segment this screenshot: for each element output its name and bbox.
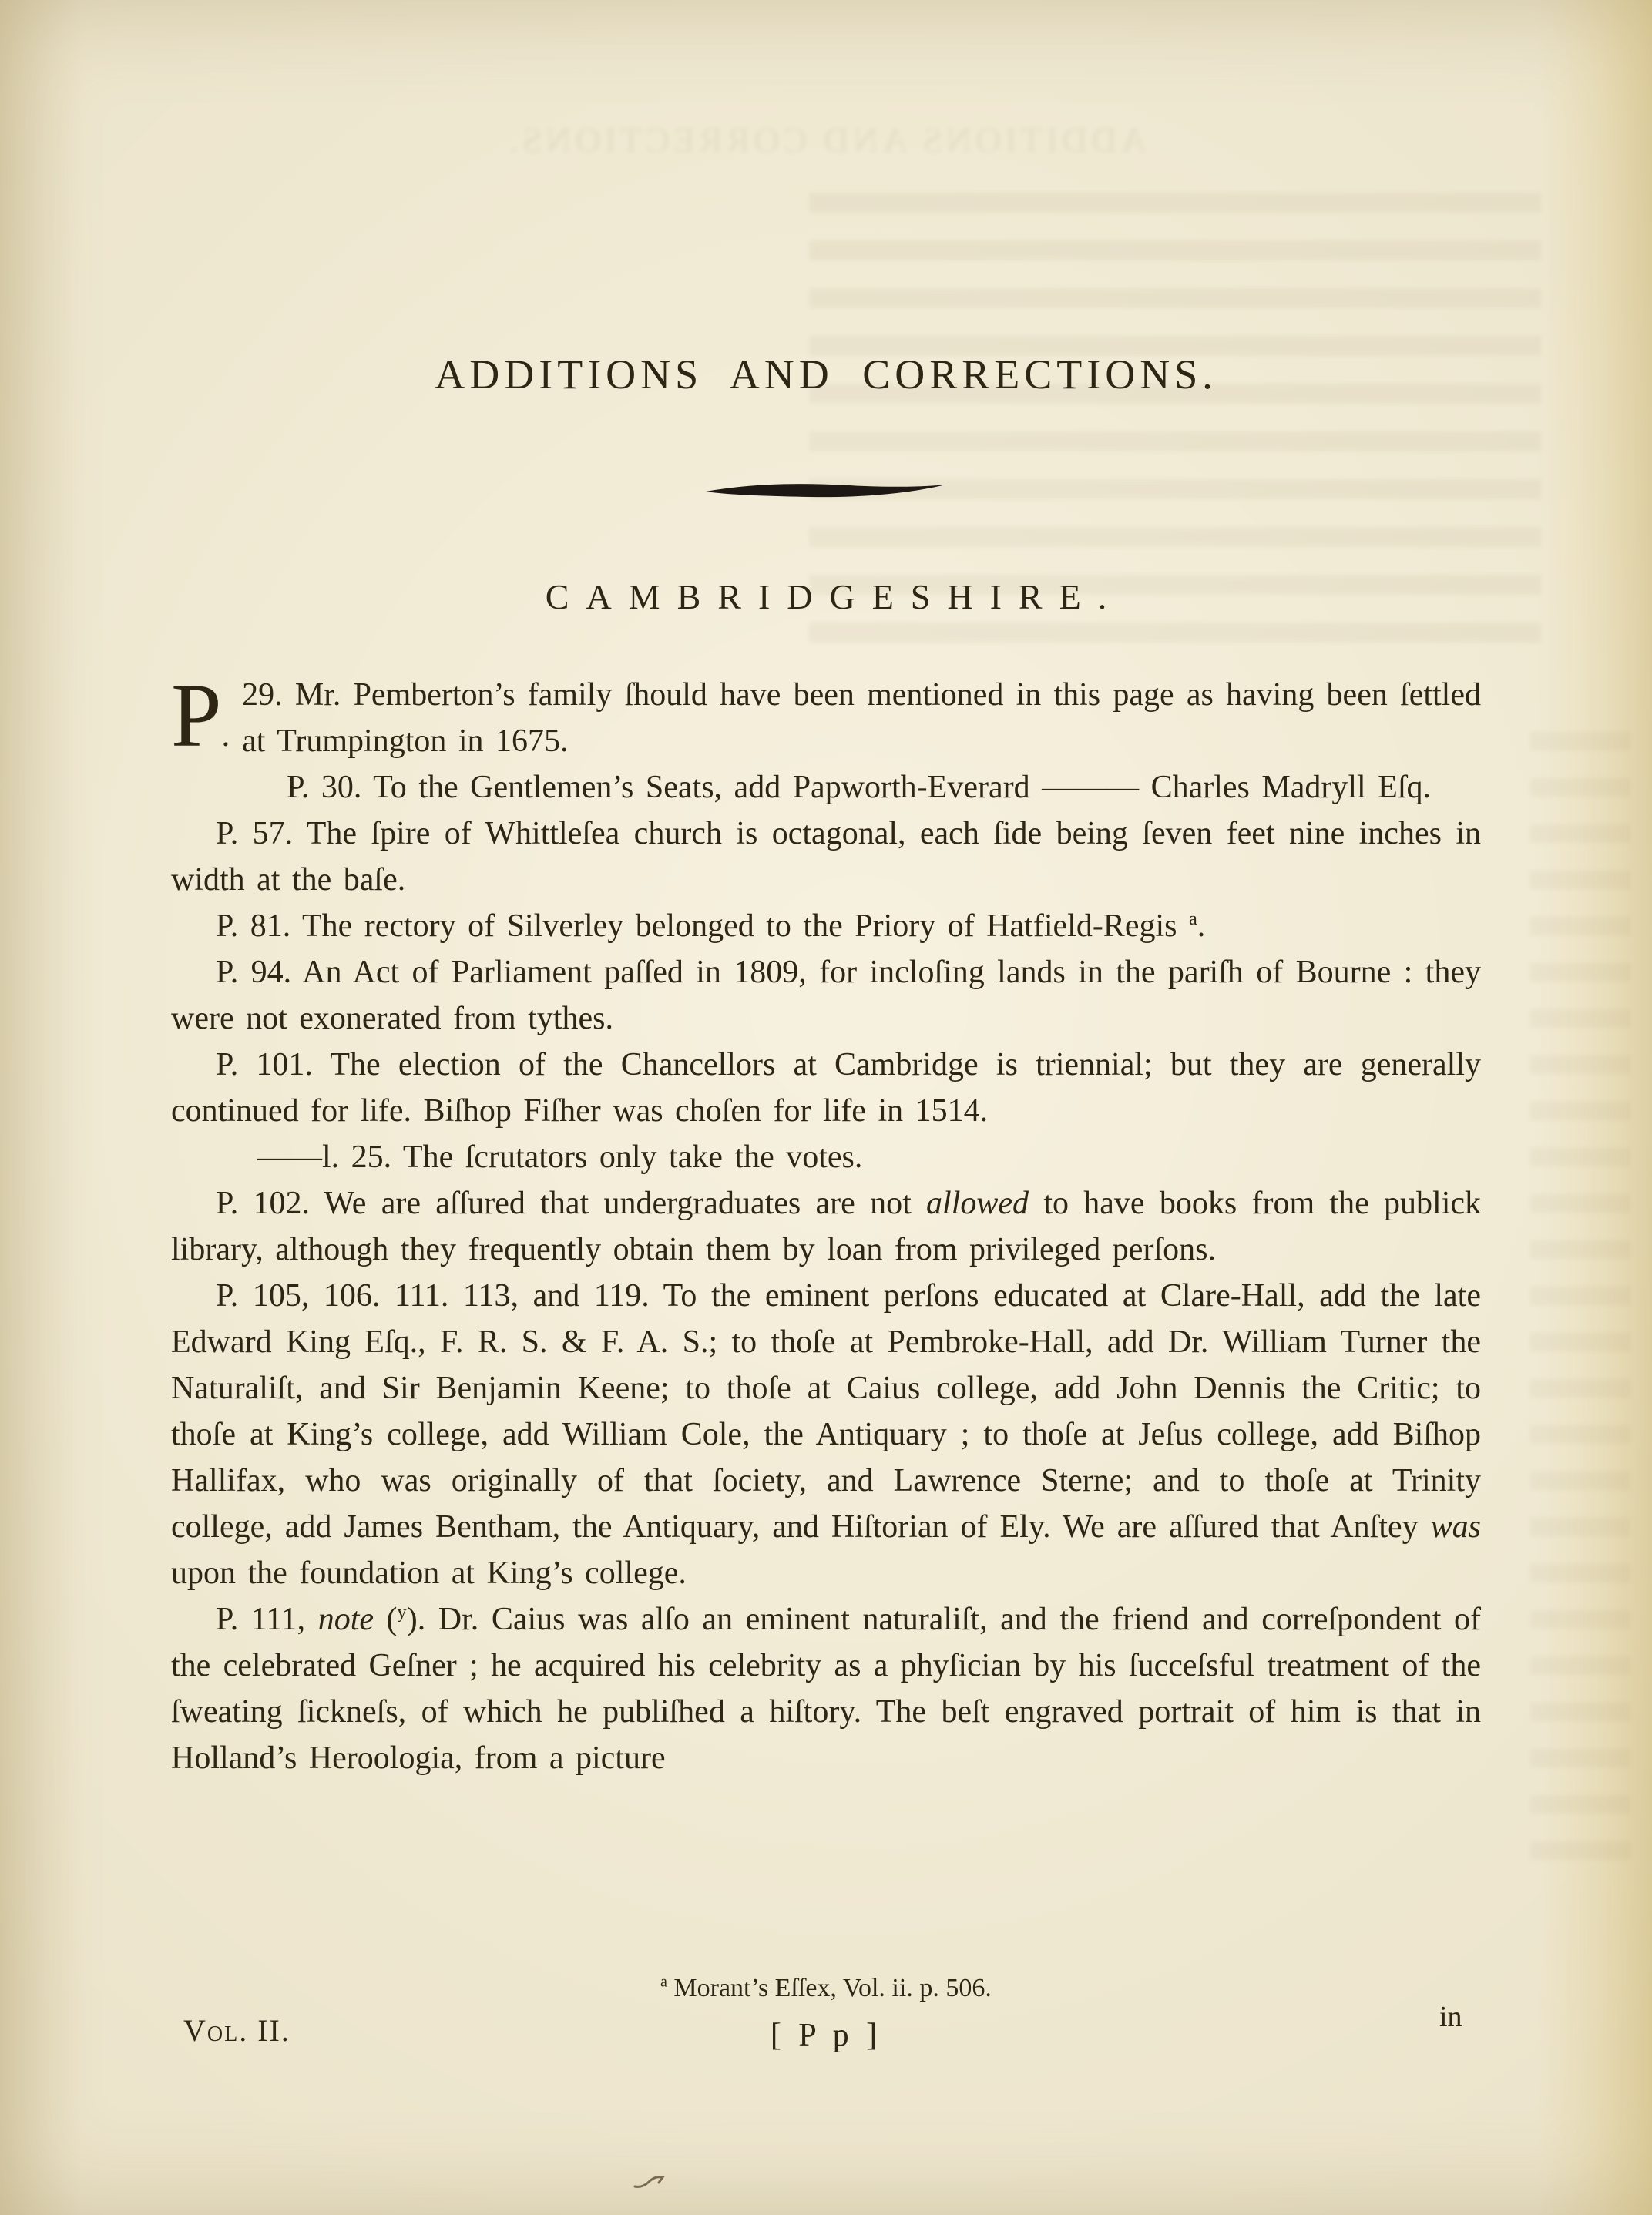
entry-p30 bbox=[171, 764, 1481, 810]
entry-p94 bbox=[171, 949, 1481, 1042]
entry-text: P. 81. The rectory of Silverley belonged to the Priory of Hatfield-Regis bbox=[216, 908, 1189, 944]
footnote bbox=[171, 1974, 1481, 2003]
entry-text: upon the foundation at King’s college. bbox=[171, 1556, 687, 1591]
entry-p101 bbox=[171, 1042, 1481, 1134]
note-reference: y bbox=[397, 1602, 407, 1623]
entry-p29 bbox=[171, 665, 1481, 766]
entry-l25 bbox=[171, 1134, 1481, 1180]
signature-mark: [ P p ] bbox=[770, 2018, 882, 2053]
footnote-reference: a bbox=[1188, 908, 1197, 929]
show-through-title: ADDITIONS AND CORRECTIONS. bbox=[505, 120, 1147, 159]
entry-text: 29. Mr. Pemberton’s family ſhould have been mentioned in this page as having been ſettled at Trumpington in 1675. bbox=[242, 677, 1481, 759]
catchword: in bbox=[1439, 2001, 1462, 2033]
entry-p111 bbox=[171, 1596, 1481, 1781]
entry-text: P. 57. The ſpire of Whittleſea church is octagonal, each ſide being ſeven feet nine inches in width at the baſe. bbox=[171, 816, 1481, 898]
entry-text: P. 94. An Act of Parliament paſſed in 1809, for incloſing lands in the pariſh of Bourne : they were not exonerated from tythes. bbox=[171, 955, 1481, 1036]
decorative-rule bbox=[703, 479, 949, 502]
entry-text: ). Dr. Caius was alſo an eminent naturaliſt, and the friend and correſpondent of the celebrated Geſner ; he acquired his celebrity as a phyſician by his ſucceſsful treatment of the ſweating ſickneſs, of which he publiſhed a hiſtory. The beſt engraved portrait of him is that in Holland’s Heroologia, from a picture bbox=[171, 1602, 1481, 1776]
entry-text: P. 111, bbox=[216, 1602, 318, 1637]
entry-p81 bbox=[171, 903, 1481, 949]
section-heading: CAMBRIDGESHIRE. bbox=[545, 577, 1124, 616]
entry-text: P. 30. To the Gentlemen’s Seats, add Papworth-Everard ——— Charles Madryll Eſq. bbox=[287, 770, 1432, 805]
entry-text: P. 105, 106. 111. 113, and 119. To the eminent perſons educated at Clare-Hall, add the late Edward King Eſq., F. R. S. & F. A. S.; to thoſe at Pembroke-Hall, add Dr. William Turner the Naturaliſt, and Sir Benjamin Keene; to thoſe at Caius college, add John Dennis the Critic; to thoſe at King’s college, add William Cole, the Antiquary ; to thoſe at Jeſus college, add Biſhop Hallifax, who was originally of that ſociety, and Lawrence Sterne; and to thoſe at Trinity college, add James Bentham, the Antiquary, and Hiſtorian of Ely. We are aſſured that Anſtey bbox=[171, 1278, 1481, 1545]
text-block bbox=[171, 665, 1482, 1781]
entry-text: P. 101. The election of the Chancellors at Cambridge is triennial; but they are generally continued for life. Biſhop Fiſher was choſen for life in 1514. bbox=[171, 1047, 1481, 1129]
footnote-marker: a bbox=[660, 1973, 667, 1991]
show-through-margin bbox=[1530, 732, 1630, 1888]
entry-text: P. 102. We are aſſured that undergraduates are not bbox=[216, 1186, 927, 1221]
footnote-text: Morant’s Eſſex, Vol. ii. p. 506. bbox=[673, 1974, 992, 2002]
entry-text: ——l. 25. The ſcrutators only take the votes. bbox=[257, 1139, 863, 1175]
entry-text-italic: allowed bbox=[926, 1186, 1029, 1221]
entry-text: . bbox=[1197, 908, 1206, 944]
page-title: ADDITIONS AND CORRECTIONS. bbox=[435, 351, 1217, 398]
entry-text: ( bbox=[374, 1602, 398, 1637]
dropcap-initial bbox=[171, 665, 230, 774]
dropcap-period: . bbox=[221, 718, 230, 753]
entry-p105 bbox=[171, 1273, 1481, 1596]
entry-p102 bbox=[171, 1180, 1481, 1273]
entry-text: to have books from the publick library, although they frequently obtain them by loan from privileged perſons. bbox=[171, 1186, 1482, 1267]
dropcap-letter: P bbox=[171, 665, 222, 766]
volume-label: Vol. II. bbox=[183, 2013, 290, 2048]
entry-text-italic: note bbox=[317, 1602, 374, 1637]
entry-p57 bbox=[171, 810, 1481, 903]
entry-text-italic: was bbox=[1430, 1509, 1481, 1545]
pen-mark bbox=[632, 2173, 678, 2191]
